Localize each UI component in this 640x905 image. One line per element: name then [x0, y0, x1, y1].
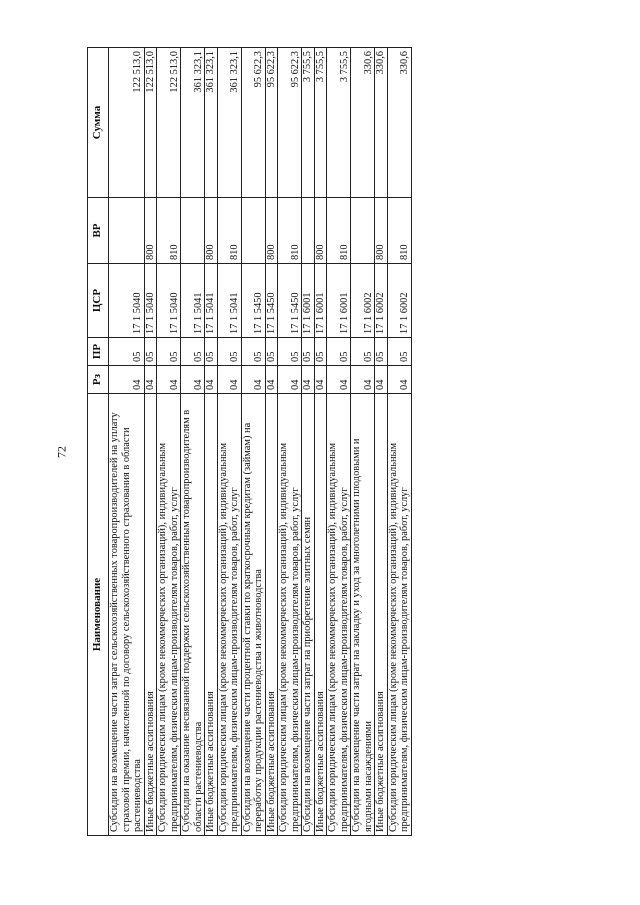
table-row [205, 48, 218, 836]
row-sum: 361 323,1 [205, 48, 218, 198]
table-row [351, 48, 375, 836]
row-sum: 122 513,0 [157, 48, 181, 198]
row-vr: 800 [375, 198, 388, 264]
row-name: Субсидии юридическим лицам (кроме некоммерческих организаций), индивидуальным предпринимателям, физическим лицам-производителям товаров, работ, услуг [387, 394, 411, 836]
row-vr [181, 198, 205, 264]
row-rz: 04 [265, 366, 278, 394]
row-rz: 04 [217, 366, 241, 394]
table-row [144, 48, 157, 836]
row-vr: 810 [157, 198, 181, 264]
row-csr: 17 1 6002 [387, 264, 411, 338]
row-vr [351, 198, 375, 264]
row-pr: 05 [327, 338, 351, 366]
table-row [375, 48, 388, 836]
row-pr: 05 [144, 338, 157, 366]
row-csr: 17 1 5040 [109, 264, 145, 338]
row-rz: 04 [327, 366, 351, 394]
header-pr: ПР [88, 338, 109, 366]
row-name: Иные бюджетные ассигнования [375, 394, 388, 836]
row-name: Субсидии на оказание несвязанной поддержки сельскохозяйственным товаропроизводителям в области растениеводства [181, 394, 205, 836]
row-csr: 17 1 6001 [314, 264, 327, 338]
row-sum: 122 513,0 [144, 48, 157, 198]
table-row [327, 48, 351, 836]
header-sum: Сумма [88, 48, 109, 198]
row-rz: 04 [351, 366, 375, 394]
row-rz: 04 [144, 366, 157, 394]
row-pr: 05 [302, 338, 315, 366]
row-name: Субсидии юридическим лицам (кроме некоммерческих организаций), индивидуальным предпринимателям, физическим лицам-производителям товаров, работ, услуг [157, 394, 181, 836]
row-rz: 04 [387, 366, 411, 394]
row-rz: 04 [181, 366, 205, 394]
row-csr: 17 1 6002 [375, 264, 388, 338]
header-csr: ЦСР [88, 264, 109, 338]
row-vr: 800 [314, 198, 327, 264]
row-rz: 04 [314, 366, 327, 394]
row-name: Субсидии юридическим лицам (кроме некоммерческих организаций), индивидуальным предпринимателям, физическим лицам-производителям товаров, работ, услуг [327, 394, 351, 836]
table-row [314, 48, 327, 836]
row-rz: 04 [375, 366, 388, 394]
row-pr: 05 [217, 338, 241, 366]
row-pr: 05 [157, 338, 181, 366]
row-rz: 04 [302, 366, 315, 394]
row-sum: 330,6 [387, 48, 411, 198]
row-csr: 17 1 5041 [205, 264, 218, 338]
row-csr: 17 1 6002 [351, 264, 375, 338]
row-pr: 05 [181, 338, 205, 366]
table-row [265, 48, 278, 836]
row-pr: 05 [109, 338, 145, 366]
row-sum: 361 323,1 [181, 48, 205, 198]
page-number: 72 [54, 446, 69, 458]
row-rz: 04 [109, 366, 145, 394]
row-vr [241, 198, 265, 264]
row-vr: 800 [205, 198, 218, 264]
row-vr: 810 [327, 198, 351, 264]
row-csr: 17 1 5040 [144, 264, 157, 338]
row-sum: 330,6 [351, 48, 375, 198]
row-name: Субсидии на возмещение части затрат на закладку и уход за многолетними плодовыми и ягодными насаждениями [351, 394, 375, 836]
row-csr: 17 1 6001 [302, 264, 315, 338]
row-vr: 810 [217, 198, 241, 264]
table-header-row [88, 48, 109, 836]
row-pr: 05 [241, 338, 265, 366]
row-sum: 330,6 [375, 48, 388, 198]
row-sum: 3 755,5 [327, 48, 351, 198]
row-name: Субсидии на возмещение части затрат на приобретение элитных семян [302, 394, 315, 836]
header-name: Наименование [88, 394, 109, 836]
budget-table [87, 47, 412, 836]
row-sum: 122 513,0 [109, 48, 145, 198]
table-row [241, 48, 265, 836]
row-name: Субсидии на возмещение части затрат сельскохозяйственных товаропроизводителей на уплату страховой премии, начисленной по договору сельскохозяйственного страхования в области растениеводства [109, 394, 145, 836]
row-name: Иные бюджетные ассигнования [314, 394, 327, 836]
row-pr: 05 [351, 338, 375, 366]
row-csr: 17 1 5041 [181, 264, 205, 338]
table-row [278, 48, 302, 836]
row-rz: 04 [157, 366, 181, 394]
table-row [181, 48, 205, 836]
row-vr: 810 [387, 198, 411, 264]
row-name: Субсидии юридическим лицам (кроме некоммерческих организаций), индивидуальным предпринимателям, физическим лицам-производителям товаров, работ, услуг [278, 394, 302, 836]
row-pr: 05 [205, 338, 218, 366]
table-row [217, 48, 241, 836]
row-sum: 361 323,1 [217, 48, 241, 198]
header-rz: Рз [88, 366, 109, 394]
row-csr: 17 1 5040 [157, 264, 181, 338]
row-csr: 17 1 5450 [241, 264, 265, 338]
row-name: Иные бюджетные ассигнования [265, 394, 278, 836]
row-name: Субсидии юридическим лицам (кроме некоммерческих организаций), индивидуальным предпринимателям, физическим лицам-производителям товаров, работ, услуг [217, 394, 241, 836]
row-vr [109, 198, 145, 264]
row-csr: 17 1 5450 [278, 264, 302, 338]
row-vr: 800 [265, 198, 278, 264]
row-sum: 3 755,5 [302, 48, 315, 198]
row-rz: 04 [205, 366, 218, 394]
row-csr: 17 1 5041 [217, 264, 241, 338]
row-rz: 04 [278, 366, 302, 394]
row-rz: 04 [241, 366, 265, 394]
row-pr: 05 [314, 338, 327, 366]
row-sum: 95 622,3 [241, 48, 265, 198]
table-row [157, 48, 181, 836]
row-pr: 05 [375, 338, 388, 366]
row-pr: 05 [387, 338, 411, 366]
row-sum: 95 622,3 [265, 48, 278, 198]
row-csr: 17 1 5450 [265, 264, 278, 338]
header-vr: ВР [88, 198, 109, 264]
row-vr: 800 [144, 198, 157, 264]
row-pr: 05 [265, 338, 278, 366]
row-name: Иные бюджетные ассигнования [205, 394, 218, 836]
row-vr [302, 198, 315, 264]
rotated-table-container [87, 48, 553, 836]
row-vr: 810 [278, 198, 302, 264]
table-row [109, 48, 145, 836]
row-sum: 3 755,5 [314, 48, 327, 198]
row-sum: 95 622,3 [278, 48, 302, 198]
table-row [302, 48, 315, 836]
table-row [387, 48, 411, 836]
row-name: Иные бюджетные ассигнования [144, 394, 157, 836]
row-csr: 17 1 6001 [327, 264, 351, 338]
row-pr: 05 [278, 338, 302, 366]
row-name: Субсидии на возмещение части процентной ставки по краткосрочным кредитам (займам) на переработку продукции растениеводства и животноводства [241, 394, 265, 836]
